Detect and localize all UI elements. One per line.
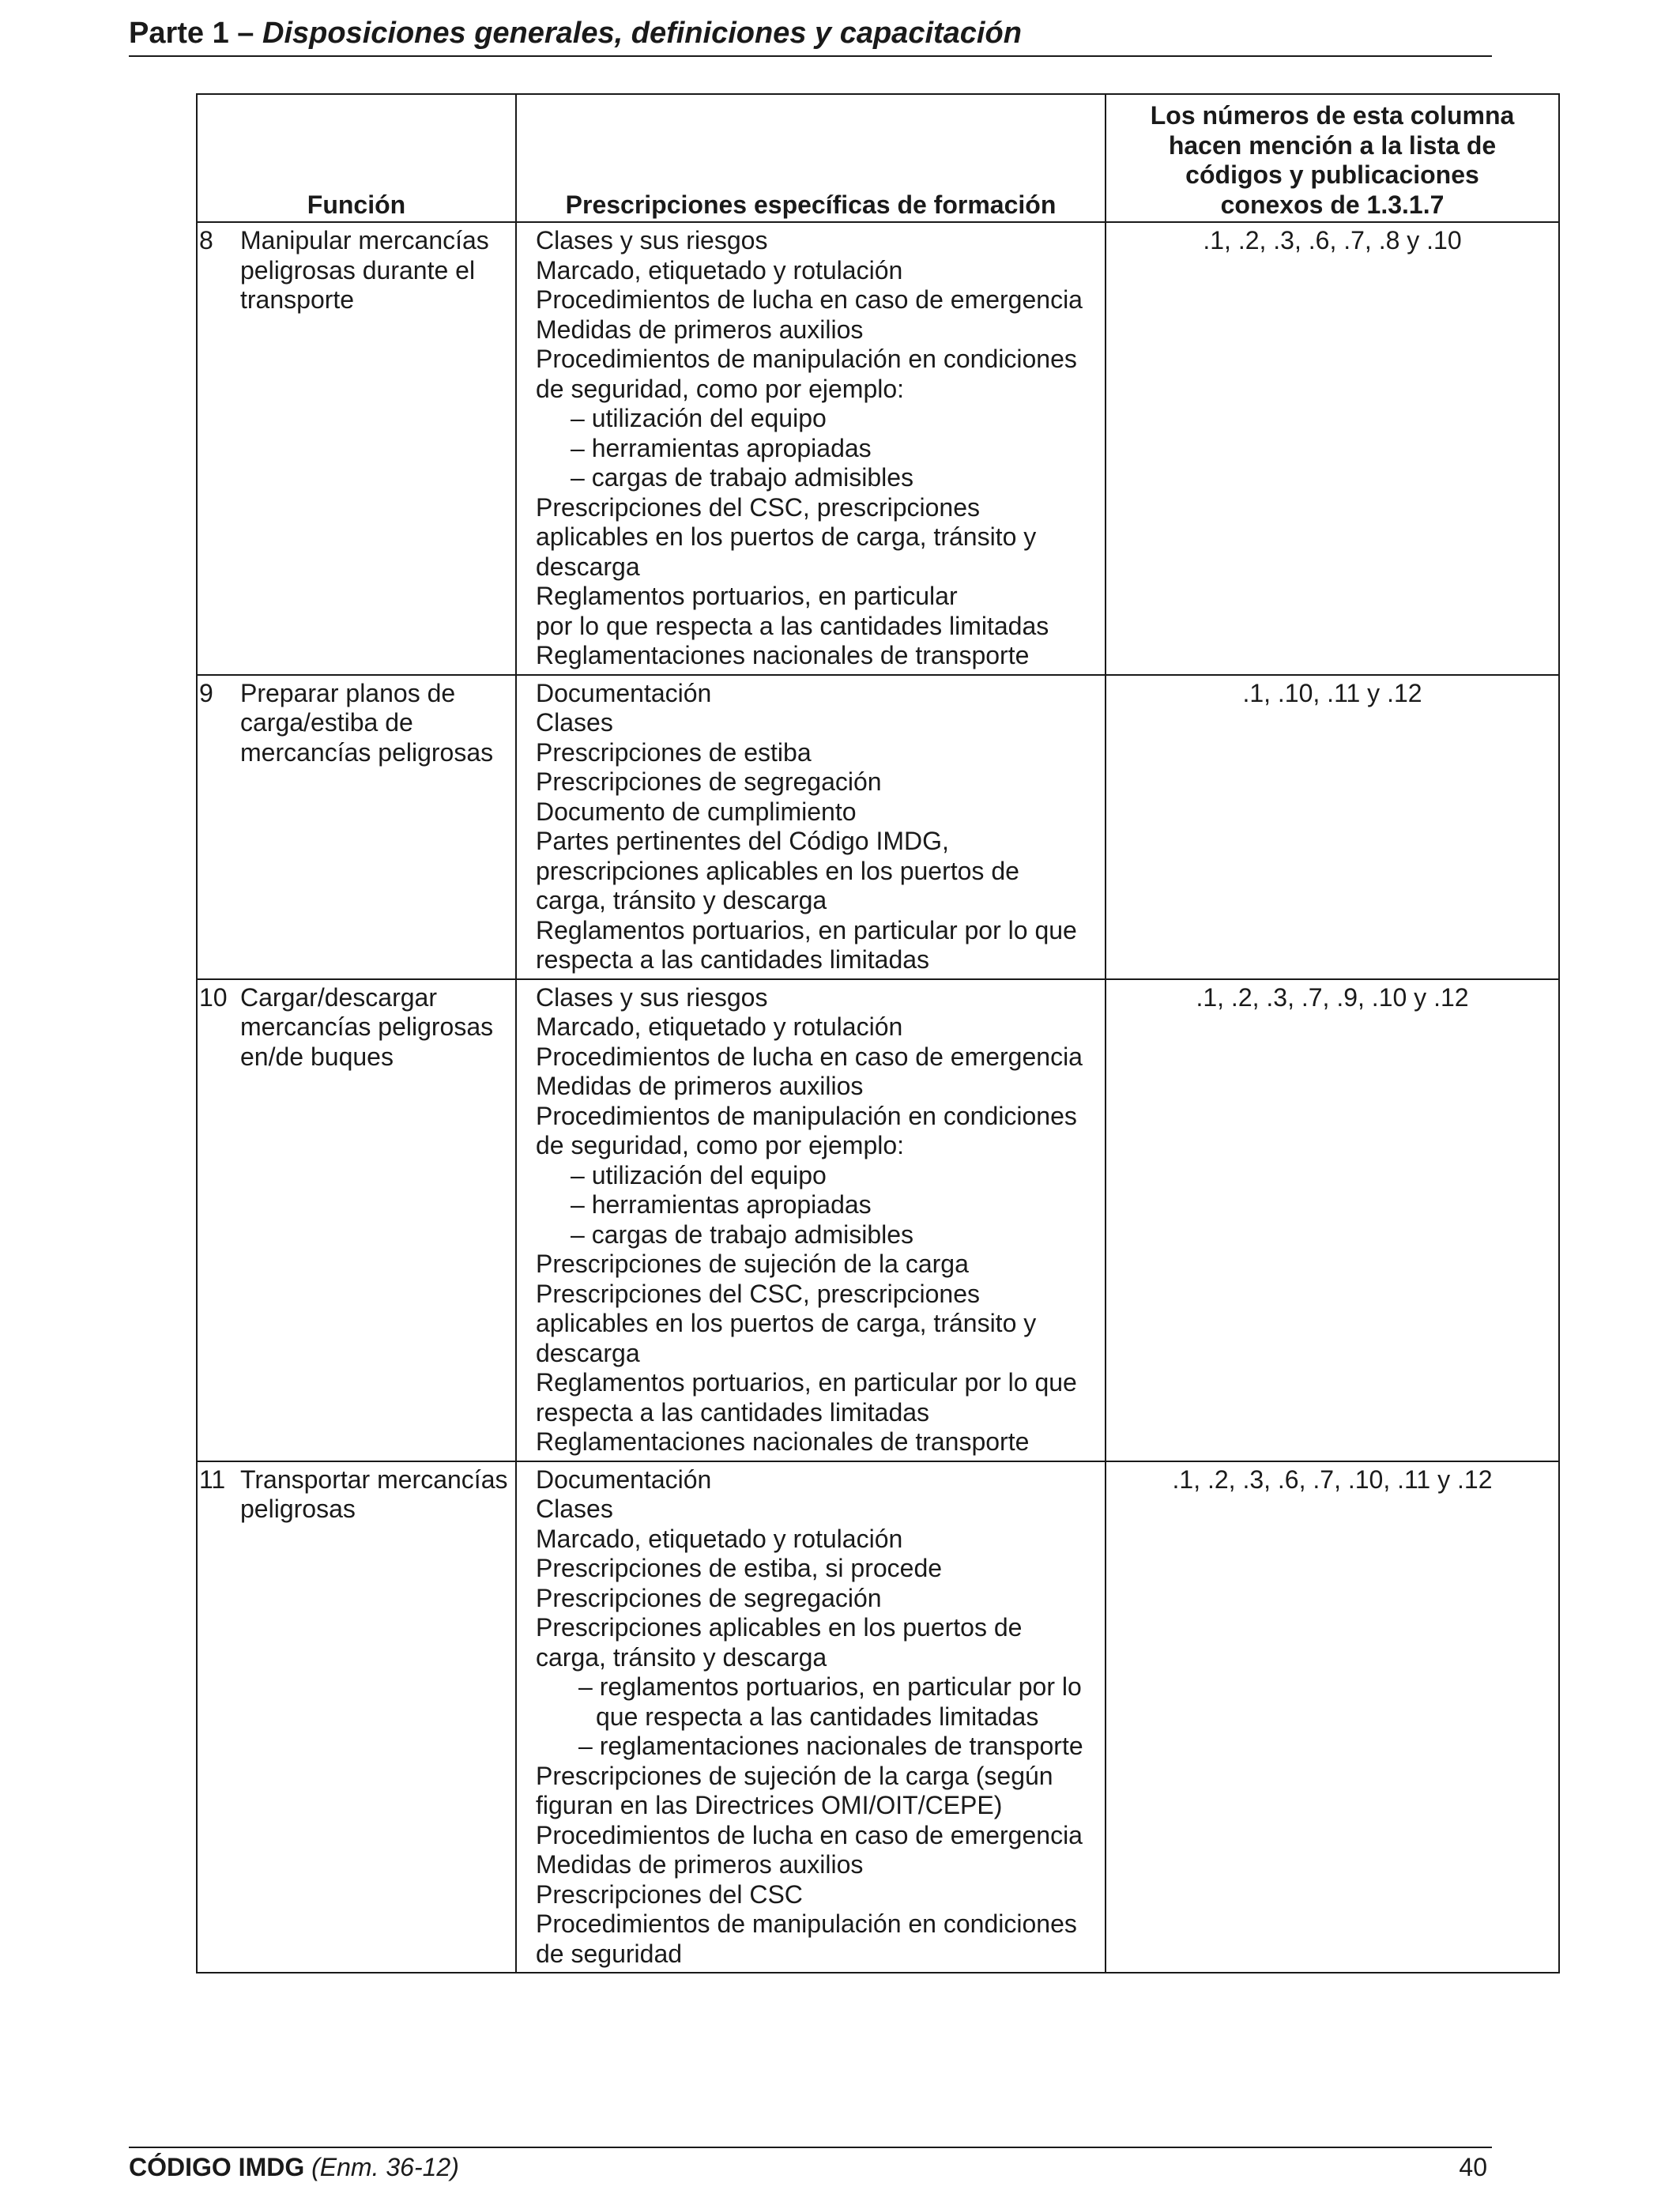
- prescription-dash-item: – herramientas apropiadas: [571, 433, 872, 462]
- function-text: Manipular mercancías peligrosas durante el transporte: [240, 226, 489, 314]
- table-header-row: [197, 94, 1559, 222]
- prescription-line: descarga: [536, 1338, 640, 1367]
- prescription-line: Prescripciones de estiba, si procede: [536, 1554, 943, 1582]
- prescription-line: Prescripciones del CSC, prescripciones: [536, 492, 980, 522]
- prescription-line: de seguridad, como por ejemplo:: [536, 1131, 905, 1159]
- prescription-line: carga, tránsito y descarga: [536, 886, 827, 914]
- page-number: 40: [1459, 2153, 1487, 2181]
- prescription-line: Documentación: [536, 1465, 712, 1494]
- function-cell: [197, 675, 516, 979]
- prescription-line: Documento de cumplimiento: [536, 797, 857, 826]
- prescription-line: Reglamentos portuarios, en particular por lo que: [536, 915, 1077, 944]
- prescription-dash-item: – herramientas apropiadas: [571, 1190, 872, 1219]
- prescription-line: prescripciones aplicables en los puertos de: [536, 856, 1019, 885]
- prescription-line: Reglamentos portuarios, en particular por lo que: [536, 1368, 1077, 1397]
- function-cell: [197, 979, 516, 1461]
- table-row: [197, 675, 1559, 979]
- references-cell: .1, .2, .3, .7, .9, .10 y .12: [1106, 979, 1559, 1461]
- function-cell: [197, 1461, 516, 1973]
- prescription-line: respecta a las cantidades limitadas: [536, 945, 930, 974]
- prescription-line: aplicables en los puertos de carga, tránsito y: [536, 522, 1037, 551]
- footer-code: CÓDIGO IMDG: [129, 2153, 305, 2181]
- function-cell: [197, 222, 516, 675]
- prescription-line: carga, tránsito y descarga: [536, 1642, 827, 1672]
- prescription-line: Procedimientos de lucha en caso de emergencia: [536, 1042, 1083, 1071]
- prescription-line: Medidas de primeros auxilios: [536, 1850, 864, 1879]
- prescription-dash-item: – utilización del equipo: [571, 1160, 827, 1189]
- prescription-line: Marcado, etiquetado y rotulación: [536, 1524, 903, 1553]
- prescription-line: Reglamentaciones nacionales de transporte: [536, 1427, 1030, 1456]
- column-header-function: Función: [197, 94, 516, 222]
- function-text: Preparar planos de carga/estiba de mercancías peligrosas: [240, 678, 494, 767]
- function-text: Transportar mercancías peligrosas: [240, 1465, 508, 1523]
- prescription-line: de seguridad, como por ejemplo:: [536, 374, 905, 403]
- prescription-dash-item: – reglamentos portuarios, en particular por lo: [578, 1672, 1082, 1701]
- prescription-line: Partes pertinentes del Código IMDG,: [536, 827, 949, 855]
- prescription-line: figuran en las Directrices OMI/OIT/CEPE): [536, 1791, 1003, 1819]
- page-footer: [129, 2147, 1492, 2188]
- function-number: 8: [199, 226, 213, 254]
- prescription-line: Prescripciones del CSC: [536, 1879, 803, 1909]
- prescriptions-cell: [516, 222, 1106, 675]
- training-table: [196, 93, 1560, 1973]
- references-cell: .1, .2, .3, .6, .7, .10, .11 y .12: [1106, 1461, 1559, 1973]
- prescription-line: Prescripciones de segregación: [536, 1583, 882, 1612]
- prescription-dash-item: – cargas de trabajo admisibles: [571, 463, 914, 492]
- prescription-line: Clases y sus riesgos: [536, 982, 768, 1012]
- footer-title: [129, 2151, 459, 2183]
- prescription-line: Reglamentaciones nacionales de transporte: [536, 641, 1030, 669]
- prescriptions-cell: [516, 675, 1106, 979]
- function-number: 9: [199, 678, 213, 707]
- page-header: [129, 14, 1492, 57]
- part-title: Disposiciones generales, definiciones y capacitación: [262, 17, 1022, 50]
- prescription-line: Clases y sus riesgos: [536, 226, 768, 254]
- references-cell: .1, .10, .11 y .12: [1106, 675, 1559, 979]
- prescription-line: Documentación: [536, 678, 712, 707]
- prescription-line: aplicables en los puertos de carga, tránsito y: [536, 1309, 1037, 1337]
- prescription-dash-continuation: que respecta a las cantidades limitadas: [596, 1702, 1039, 1731]
- prescription-line: Procedimientos de manipulación en condiciones: [536, 1909, 1077, 1938]
- prescription-line: Prescripciones del CSC, prescripciones: [536, 1279, 980, 1308]
- prescription-dash-item: – utilización del equipo: [571, 404, 827, 432]
- prescription-line: Medidas de primeros auxilios: [536, 1072, 864, 1100]
- prescription-line: Marcado, etiquetado y rotulación: [536, 1012, 903, 1041]
- function-text: Cargar/descargar mercancías peligrosas en/de buques: [240, 982, 494, 1071]
- prescription-line: Prescripciones aplicables en los puertos de: [536, 1613, 1023, 1642]
- table-row: [197, 222, 1559, 675]
- prescription-line: descarga: [536, 552, 640, 581]
- prescription-line: Procedimientos de lucha en caso de emergencia: [536, 1820, 1083, 1849]
- prescriptions-cell: [516, 979, 1106, 1461]
- table-row: [197, 1461, 1559, 1973]
- prescription-line: Procedimientos de lucha en caso de emergencia: [536, 285, 1083, 314]
- prescription-line: por lo que respecta a las cantidades limitadas: [536, 611, 1049, 640]
- prescription-line: Reglamentos portuarios, en particular: [536, 582, 958, 610]
- prescription-line: de seguridad: [536, 1939, 683, 1968]
- prescription-line: Marcado, etiquetado y rotulación: [536, 255, 903, 285]
- table-row: [197, 979, 1559, 1461]
- prescription-line: Medidas de primeros auxilios: [536, 315, 864, 344]
- prescription-line: Prescripciones de estiba: [536, 737, 812, 767]
- column-header-prescriptions: Prescripciones específicas de formación: [516, 94, 1106, 222]
- prescription-dash-item: – cargas de trabajo admisibles: [571, 1220, 914, 1249]
- prescription-line: Procedimientos de manipulación en condiciones: [536, 1101, 1077, 1130]
- footer-amendment: (Enm. 36-12): [311, 2153, 459, 2181]
- prescription-line: Prescripciones de sujeción de la carga (según: [536, 1761, 1053, 1790]
- part-label: Parte 1 –: [129, 17, 262, 50]
- prescription-line: Clases: [536, 1495, 613, 1523]
- column-header-references: Los números de esta columna hacen mención a la lista de códigos y publicaciones conexos de 1.3.1.7: [1106, 94, 1559, 222]
- prescription-line: Clases: [536, 708, 613, 737]
- prescription-line: Prescripciones de segregación: [536, 767, 882, 796]
- function-number: 10: [199, 982, 228, 1012]
- prescription-line: respecta a las cantidades limitadas: [536, 1397, 930, 1427]
- prescription-line: Procedimientos de manipulación en condiciones: [536, 345, 1077, 373]
- prescriptions-cell: [516, 1461, 1106, 1973]
- prescription-dash-item: – reglamentaciones nacionales de transporte: [578, 1732, 1083, 1760]
- references-cell: .1, .2, .3, .6, .7, .8 y .10: [1106, 222, 1559, 675]
- function-number: 11: [199, 1465, 226, 1494]
- prescription-line: Prescripciones de sujeción de la carga: [536, 1250, 969, 1278]
